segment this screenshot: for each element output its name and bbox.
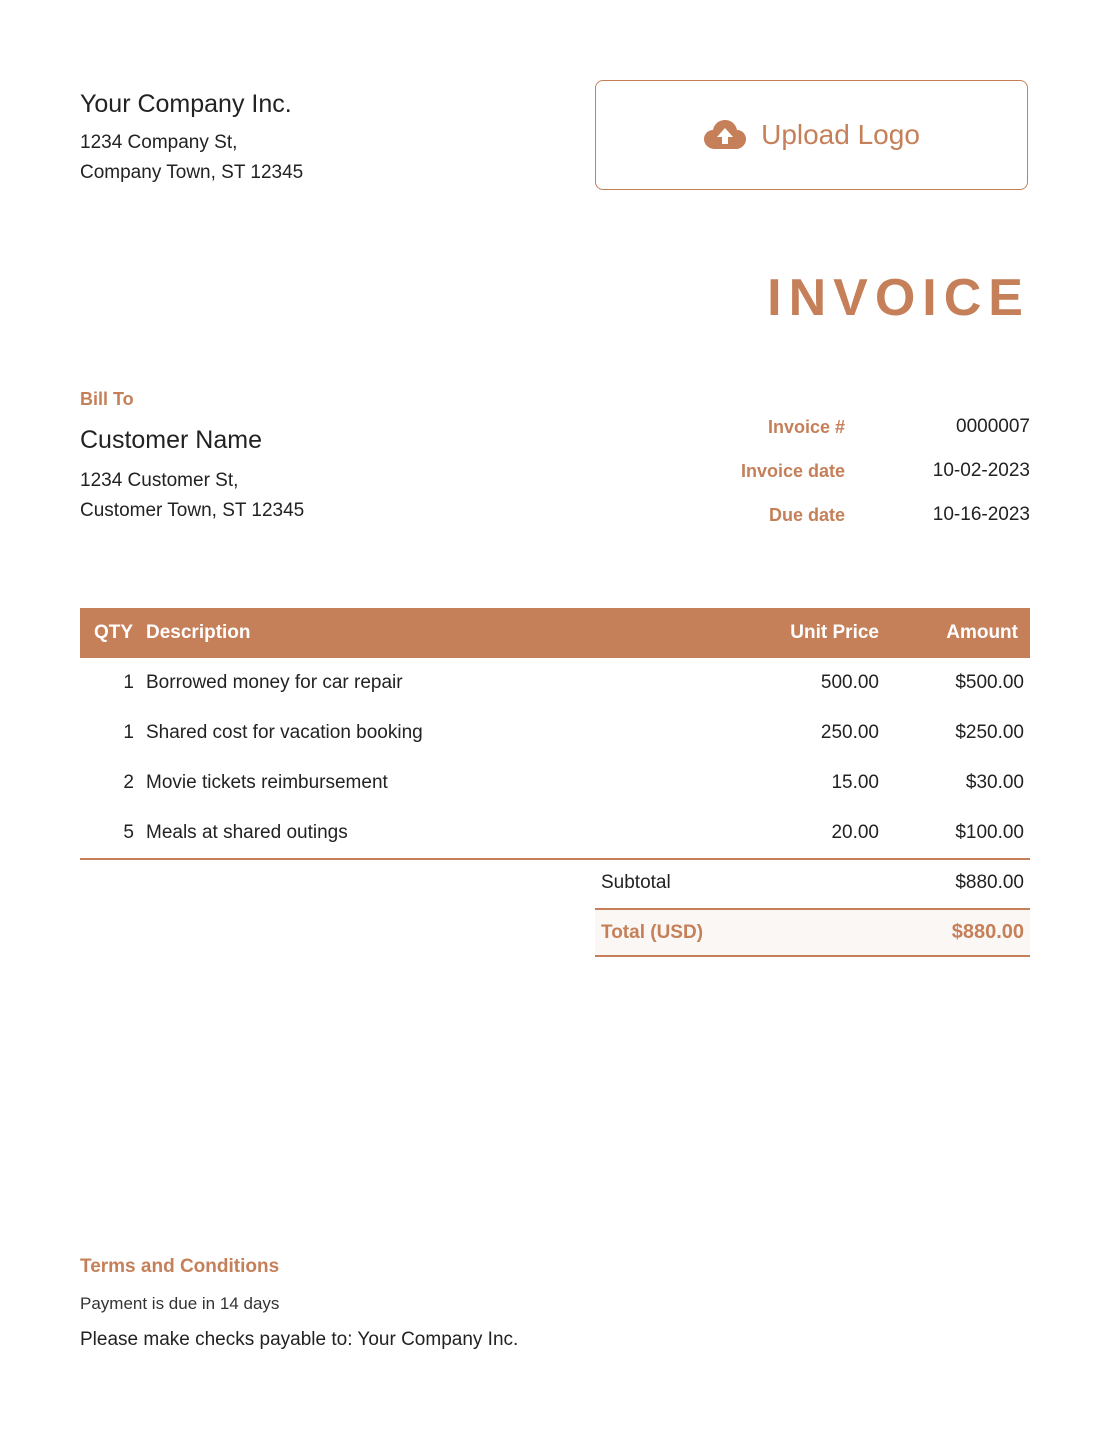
row-qty: 5 [123, 822, 134, 843]
table-row [80, 758, 1030, 808]
row-amount: $100.00 [955, 822, 1024, 843]
table-row [80, 658, 1030, 708]
row-qty: 1 [123, 672, 134, 693]
row-qty: 1 [123, 722, 134, 743]
company-address-line1: 1234 Company St, [80, 132, 238, 153]
table-divider [80, 858, 1030, 860]
company-address-line2: Company Town, ST 12345 [80, 162, 304, 183]
header-amount: Amount [946, 622, 1018, 643]
row-unit-price: 15.00 [831, 772, 879, 793]
row-unit-price: 500.00 [820, 672, 879, 693]
row-description: Shared cost for vacation booking [146, 722, 423, 743]
invoice-title: INVOICE [767, 269, 1030, 327]
customer-name: Customer Name [80, 426, 262, 454]
invoice-date-value: 10-02-2023 [932, 460, 1030, 481]
row-description: Meals at shared outings [146, 822, 348, 843]
upload-logo-label: Upload Logo [761, 119, 920, 150]
row-unit-price: 20.00 [831, 822, 879, 843]
total-row [595, 908, 1030, 957]
subtotal-value: $880.00 [955, 872, 1024, 893]
company-name: Your Company Inc. [80, 90, 292, 118]
bill-to-label: Bill To [80, 389, 134, 409]
upload-logo-button[interactable] [595, 80, 1028, 190]
total-label: Total (USD) [601, 922, 704, 943]
cloud-upload-icon [703, 119, 747, 151]
table-row [80, 708, 1030, 758]
terms-title: Terms and Conditions [80, 1256, 280, 1277]
row-qty: 2 [123, 772, 134, 793]
invoice-date-label: Invoice date [740, 461, 845, 481]
header-qty: QTY [94, 622, 134, 643]
invoice-number-label: Invoice # [767, 417, 845, 437]
total-value: $880.00 [951, 921, 1024, 943]
terms-checks-payable: Please make checks payable to: Your Company Inc. [80, 1329, 519, 1350]
header-unit-price: Unit Price [790, 622, 879, 643]
subtotal-label: Subtotal [601, 872, 671, 893]
row-description: Movie tickets reimbursement [146, 772, 388, 793]
row-amount: $250.00 [955, 722, 1024, 743]
due-date-value: 10-16-2023 [932, 504, 1030, 525]
table-row [80, 808, 1030, 858]
terms-payment-due: Payment is due in 14 days [80, 1294, 280, 1313]
row-unit-price: 250.00 [820, 722, 879, 743]
row-amount: $500.00 [955, 672, 1024, 693]
row-description: Borrowed money for car repair [146, 672, 403, 693]
header-description: Description [146, 622, 251, 643]
row-amount: $30.00 [965, 772, 1024, 793]
customer-address-line1: 1234 Customer St, [80, 470, 239, 491]
invoice-number-value: 0000007 [956, 416, 1030, 437]
due-date-label: Due date [768, 505, 845, 525]
items-table-header [80, 608, 1030, 658]
customer-address-line2: Customer Town, ST 12345 [80, 500, 305, 521]
